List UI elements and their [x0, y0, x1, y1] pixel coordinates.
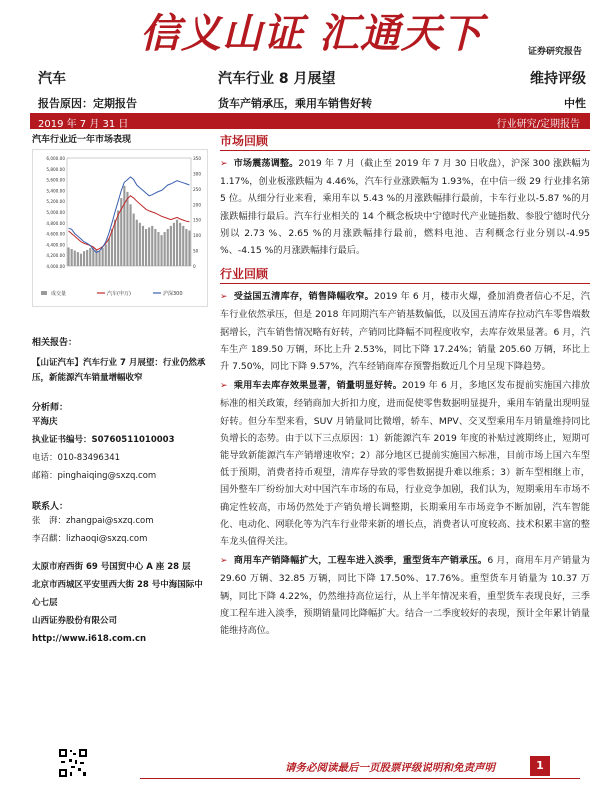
address-block	[32, 558, 208, 648]
left-tick-label: 5,400.00	[46, 188, 65, 194]
volume-bar	[160, 235, 162, 266]
title-row	[38, 68, 586, 90]
volume-bar	[142, 226, 144, 266]
left-tick-label: 5,000.00	[46, 210, 65, 215]
volume-bar	[151, 226, 153, 266]
right-tick-label: 250	[193, 186, 201, 192]
report-date: 2019 年 7 月 31 日	[38, 119, 129, 130]
volume-bar	[102, 248, 104, 266]
contact-title: 联系人：	[32, 502, 69, 512]
analyst-name: 平海庆	[32, 417, 58, 427]
volume-bar	[136, 220, 138, 266]
analyst-cert: 执业证书编号：S0760511010003	[32, 435, 175, 445]
volume-bar	[182, 226, 184, 266]
volume-bar	[111, 229, 113, 266]
volume-bar	[173, 223, 175, 266]
report-category: 行业研究/定期报告	[496, 119, 580, 130]
volume-bar	[74, 251, 76, 266]
bullet-arrow-icon: ➢	[220, 159, 228, 169]
related-report-link[interactable]: 【山证汽车】汽车行业 7 月展望：行业仍然承压，新能源汽车销量增幅收窄	[32, 358, 206, 383]
footer-disclaimer[interactable]: 请务必阅读最后一页股票评级说明和免责声明	[285, 762, 495, 774]
volume-bar	[170, 226, 172, 266]
legend-label: 沪深300	[163, 291, 183, 297]
volume-bar	[139, 223, 141, 266]
right-tick-label: 200	[193, 202, 201, 208]
right-tick-label: 150	[193, 217, 201, 223]
volume-bar	[117, 210, 119, 266]
rating-label: 维持评级	[530, 71, 586, 87]
industry-name: 汽车	[38, 71, 66, 87]
volume-bar	[133, 214, 135, 266]
left-tick-label: 5,800.00	[46, 166, 65, 172]
volume-bar	[154, 229, 156, 266]
analyst-title: 分析师：	[32, 403, 69, 413]
volume-bar	[129, 204, 131, 266]
section-industry-review: 行业回顾	[220, 265, 590, 284]
main-content	[220, 132, 590, 641]
volume-bar	[164, 232, 166, 266]
chart-svg	[33, 150, 209, 308]
volume-bar	[148, 227, 150, 266]
left-tick-label: 4,200.00	[46, 253, 65, 259]
volume-bar	[157, 232, 159, 266]
volume-bar	[86, 250, 88, 266]
bullet-arrow-icon: ➢	[220, 381, 228, 392]
footer-divider	[140, 778, 580, 779]
sidebar	[32, 132, 208, 648]
subtitle-row	[38, 95, 586, 111]
volume-bar	[123, 186, 125, 266]
left-tick-label: 4,800.00	[46, 220, 65, 226]
related-reports-title: 相关报告：	[32, 338, 78, 348]
volume-bar	[179, 223, 181, 266]
contact-1[interactable]: 张 湃：zhangpai@sxzq.com	[32, 516, 154, 526]
volume-bar	[83, 251, 85, 266]
contact-2[interactable]: 李召麒：lizhaoqi@sxzq.com	[32, 534, 148, 544]
analyst-email[interactable]: 邮箱：pinghaiqing@sxzq.com	[32, 471, 157, 481]
report-type-tag: 证券研究报告	[527, 47, 582, 57]
market-performance-chart	[32, 149, 208, 307]
right-tick-label: 50	[193, 248, 199, 254]
right-tick-label: 300	[193, 171, 201, 177]
volume-bar	[176, 220, 178, 266]
address-taiyuan: 太原市府西街 69 号国贸中心 A 座 28 层	[32, 562, 191, 572]
company-name: 山西证券股份有限公司	[32, 616, 118, 626]
bullet-arrow-icon: ➢	[220, 292, 228, 303]
right-tick-label: 0	[193, 264, 196, 269]
rating-value: 中性	[564, 97, 586, 110]
report-reason: 报告原因：定期报告	[38, 97, 137, 110]
volume-bar	[145, 229, 147, 266]
volume-bar	[71, 249, 73, 266]
volume-bar	[185, 229, 187, 266]
volume-bar	[67, 247, 69, 266]
left-tick-label: 6,000.00	[46, 156, 65, 161]
legend-label: 成交量	[51, 291, 67, 297]
left-tick-label: 4,400.00	[46, 242, 65, 248]
company-website[interactable]: http://www.i618.com.cn	[32, 634, 147, 644]
address-beijing: 北京市西城区平安里西大街 28 号中海国际中心七层	[32, 580, 203, 608]
company-logo: 信义山证 汇通天下	[140, 10, 483, 57]
volume-bar	[108, 238, 110, 266]
right-tick-label: 100	[193, 233, 201, 239]
chart-title: 汽车行业近一年市场表现	[32, 135, 132, 145]
header-banner	[0, 0, 600, 62]
industry-paragraph-1: ➢ 受益国五清库存，销售降幅收窄。2019 年 6 月，楼市火爆，叠加消费者信心不足，汽车行业依然承压，但是 2018 年同期汽车产销基数偏低，以及国五清库存拉动汽车零售端数据增长，汽车销售情况略有好转，产销同比降幅不同程度收窄，去库存效果显著。6 月，汽车生产 189.50 万辆，环比上升 2.53%，同比下降 17.24%；销量 205.60 万辆，环比上升 7.50%，同比下降 9.57%，汽车经销商库存预警指数近几个月呈现下降趋势。	[220, 291, 590, 373]
market-review-paragraph: ➢ 市场震荡调整。2019 年 7 月（截止至 2019 年 7 月 30 日收盘），沪深 300 涨跌幅为 1.17%，创业板涨跌幅为 4.46%，汽车行业涨跌幅为 1.93%，在中信一级 29 行业排名第 5 位。从细分行业来看，乘用车以 5.43 %的月涨跌幅排行最前，卡车行业以-5.87 %的月涨跌幅排行最后。汽车行业相关的 14 个概念板块中宁德时代产业链指数、参股宁德时代分别以 2.73 %、2.65 %的月涨跌幅排行最前，燃料电池、吉利概念行业分别以-4.95 %、-4.15 %的月涨跌幅排行最后。	[220, 158, 590, 257]
analyst-phone: 电话：010-83496341	[32, 453, 121, 463]
left-tick-label: 4,000.00	[46, 264, 65, 269]
left-tick-label: 4,600.00	[46, 231, 65, 237]
section-market-review: 市场回顾	[220, 132, 590, 151]
volume-bar	[80, 254, 82, 266]
left-tick-label: 5,600.00	[46, 177, 65, 183]
volume-bar	[167, 229, 169, 266]
volume-bar	[77, 252, 79, 266]
left-tick-label: 5,200.00	[46, 199, 65, 205]
plot-frame	[67, 158, 191, 266]
industry-paragraph-3: ➢ 商用车产销降幅扩大，工程车进入淡季，重型货车产销承压。6 月，商用车月产销量为 29.60 万辆、32.85 万辆，同比下降 17.50%、17.76%。重型货车月销量为 10.37 万辆，同比下降 4.22%，仍然维持高位运行，从上半年情况来看，重型货车表现良好，三季度工程车进入淡季，预期销量同比降幅扩大。结合一二季度较好的表现，预计全年累计销量能维持高位。	[220, 555, 591, 637]
volume-bar	[98, 251, 100, 266]
date-bar	[30, 113, 590, 129]
volume-bar	[126, 192, 128, 266]
right-tick-label: 350	[193, 156, 201, 161]
volume-bar	[114, 220, 116, 266]
industry-paragraph-2: ➢ 乘用车去库存效果显著，销量明显好转。2019 年 6 月，多地区发布提前实施国六排放标准的相关政策，经销商加大折扣力度，进而促使零售数据明显提升，乘用车销量出现明显好转。但分车型来看，SUV 月销量同比微增，轿车、MPV、交叉型乘用车月销量维持同比负增长的态势。由于以下三点原因：1）新能源汽车 2019 年度的补贴过渡期终止，短期可能导致新能源汽车产销增速收窄；2）部分地区已提前实施国六标准，目前市场上国六车型低于预期，消费者持币观望，清库存导致的零售数据提升难以维系；3）新车型相继上市，国外整车厂纷纷加大对中国汽车市场的布局，行业竞争加剧，我们认为，短期乘用车市场不确定性较高，市场仍然处于产销负增长调整期，长期乘用车市场竞争不断加剧，汽车智能化、电动化、网联化等为汽车行业带来新的增长点，消费者认可度较高、技术积累丰富的整车龙头值得关注。	[220, 380, 590, 548]
page-number: 1	[530, 756, 550, 776]
report-subtitle: 货车产销承压，乘用车销售好转	[218, 97, 372, 110]
report-title: 汽车行业 8 月展望	[218, 71, 336, 87]
volume-bar	[188, 231, 190, 266]
legend-label: 汽车(申万)	[107, 291, 131, 297]
bullet-arrow-icon: ➢	[220, 556, 228, 567]
legend-swatch	[41, 291, 47, 295]
volume-bar	[105, 244, 107, 266]
qr-code-icon	[58, 748, 88, 778]
volume-bar	[89, 248, 91, 266]
